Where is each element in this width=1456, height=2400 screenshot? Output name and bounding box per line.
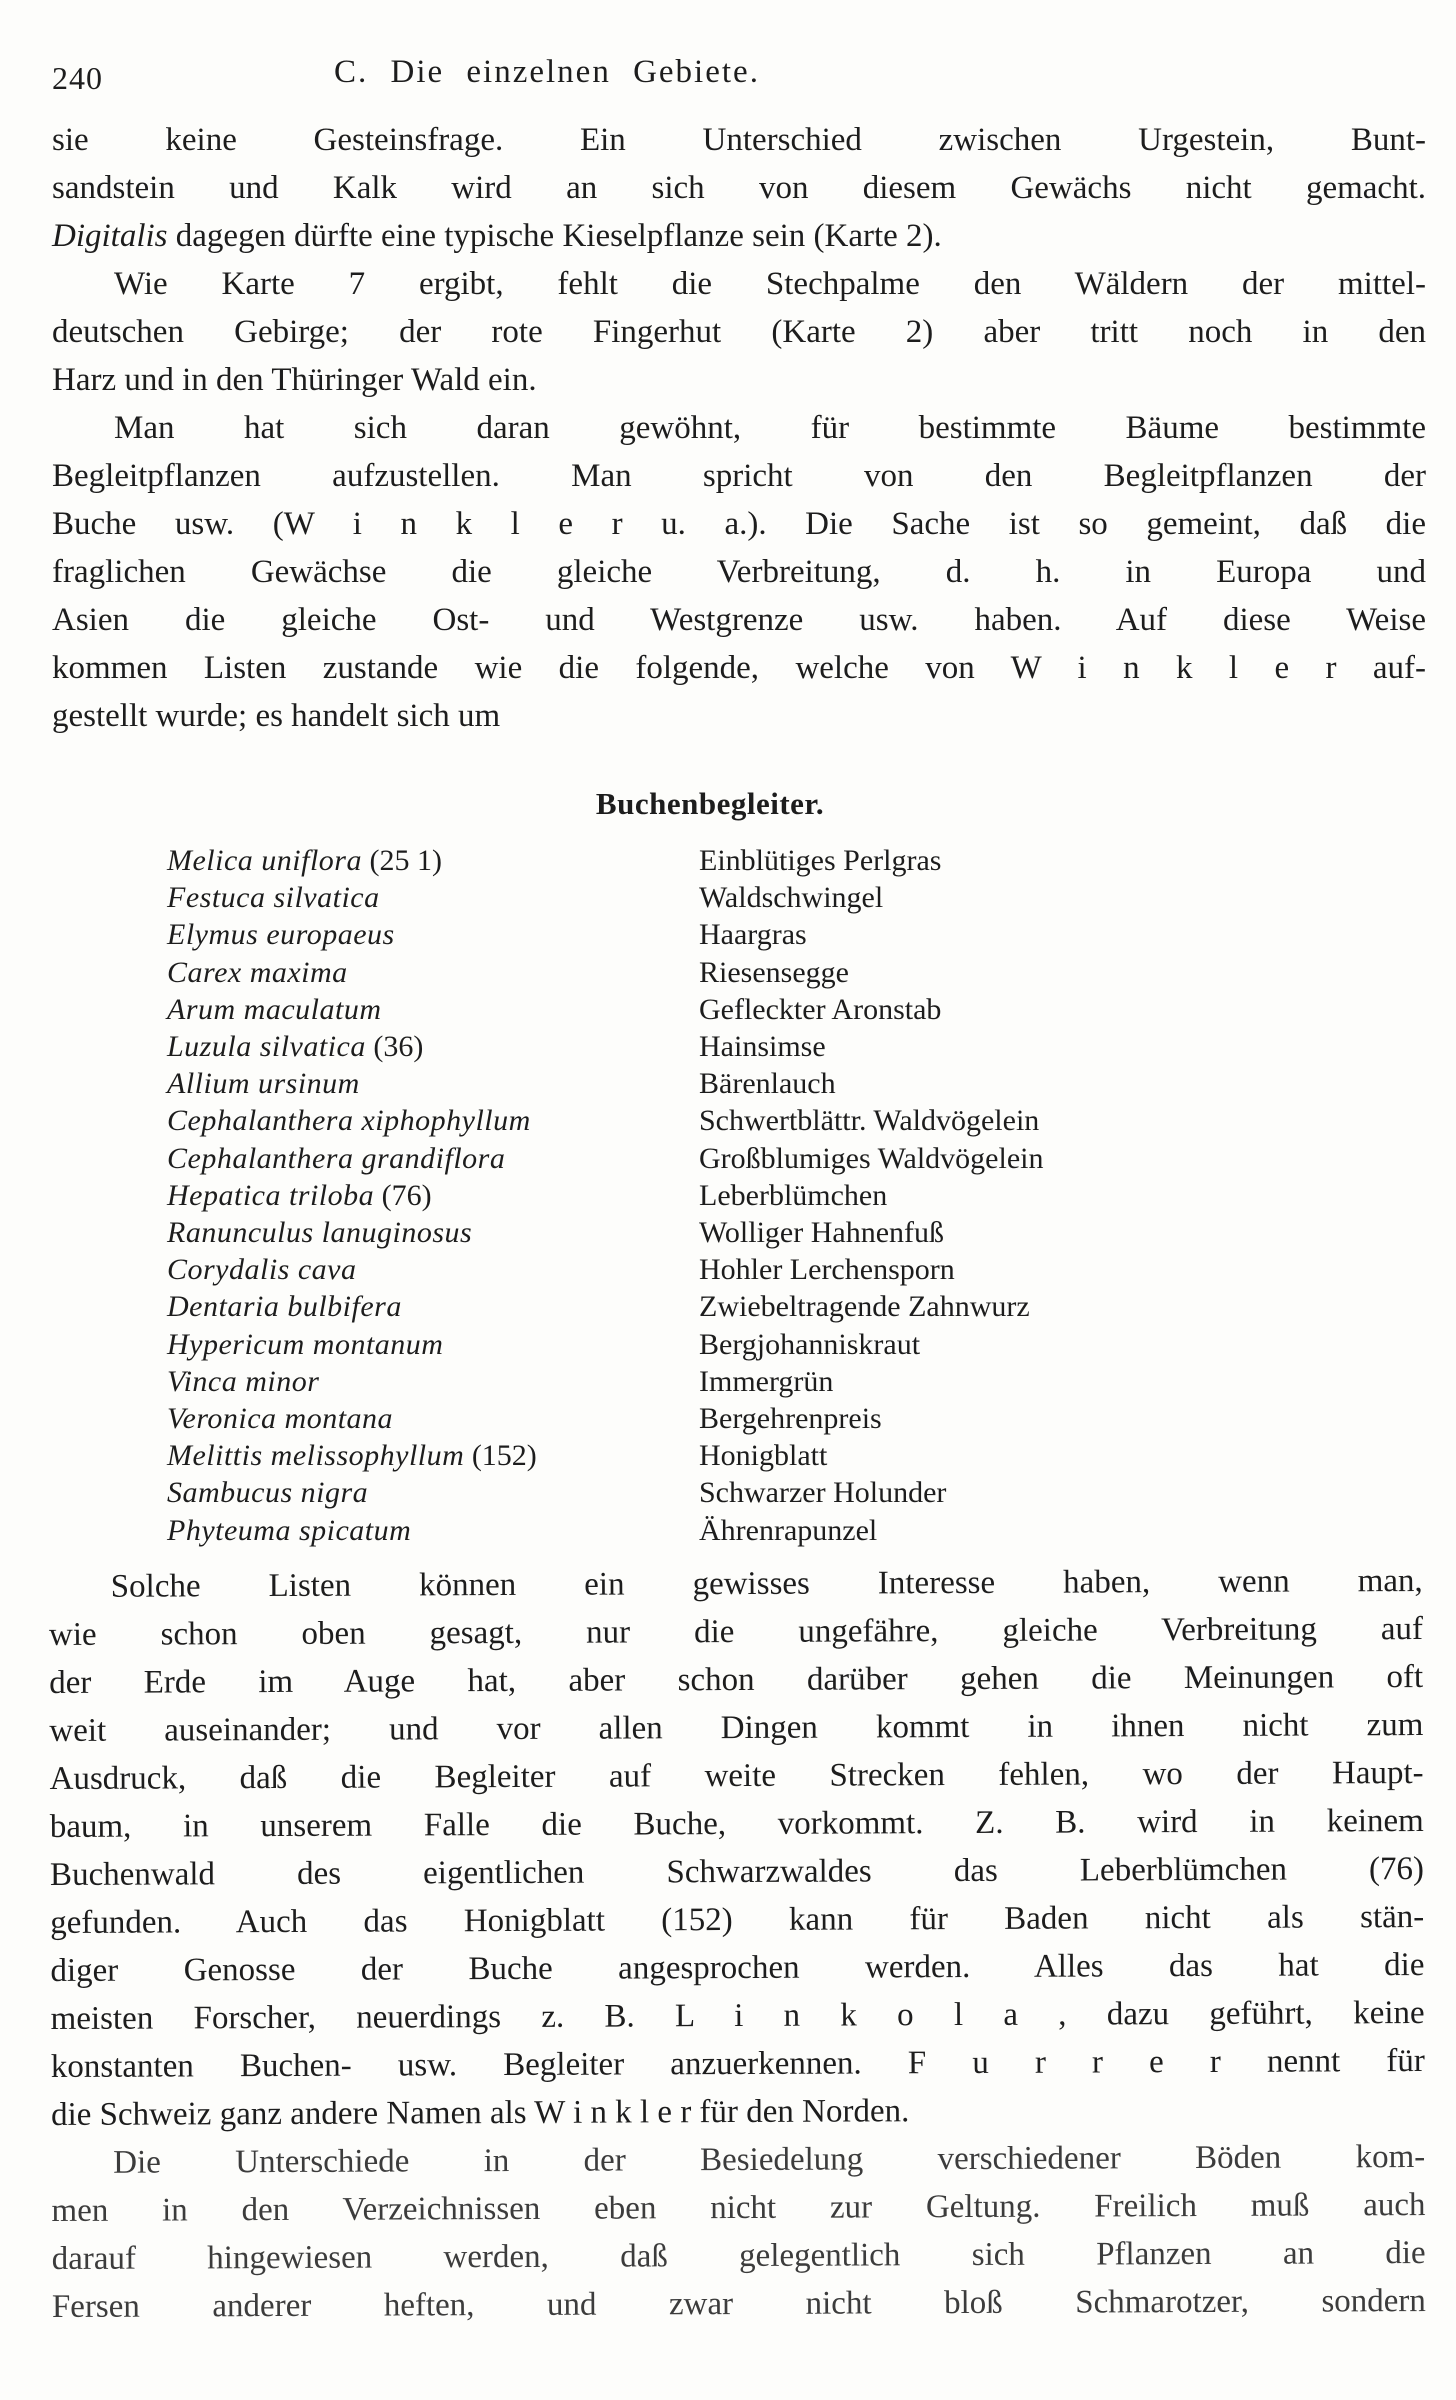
german-name: Hohler Lerchensporn: [699, 1253, 955, 1287]
top-paragraphs: [52, 116, 1426, 740]
german-name: Haargras: [699, 918, 807, 952]
text-line: der Erde im Auge hat, aber schon darüber gehen die Meinungen oft: [49, 1658, 1424, 1701]
plant-list-row: [167, 1474, 1426, 1511]
german-name: Schwarzer Holunder: [699, 1476, 947, 1510]
paragraph: [49, 1557, 1426, 2139]
text-line: Wie Karte 7 ergibt, fehlt die Stechpalme den Wäldern der mittel-: [114, 266, 1426, 302]
text-line: konstanten Buchen- usw. Begleiter anzuerkennen. F u r r e r nennt für: [50, 2042, 1425, 2085]
german-name: Wolliger Hahnenfuß: [699, 1216, 945, 1250]
text-line: sie keine Gesteinsfrage. Ein Unterschied zwischen Urgestein, Bunt-: [52, 122, 1426, 158]
text-line: Fersen anderer heften, und zwar nicht bloß Schmarotzer, sondern: [51, 2282, 1426, 2325]
german-name: Riesensegge: [699, 955, 849, 989]
plant-list-row: [167, 1288, 1426, 1325]
plant-list-row: [167, 1251, 1426, 1288]
latin-name: Hypericum montanum: [167, 1327, 444, 1361]
text-line: wie schon oben gesagt, nur die ungefähre, gleiche Verbreitung auf: [48, 1610, 1424, 1653]
german-name: Zwiebeltragende Zahnwurz: [699, 1290, 1030, 1324]
latin-name: Festuca silvatica: [167, 881, 380, 915]
german-name: Großblumiges Waldvögelein: [699, 1141, 1044, 1175]
running-title: C. Die einzelnen Gebiete.: [334, 54, 760, 90]
text-line: Buche usw. (W i n k l e r u. a.). Die Sache ist so gemeint, daß die: [52, 506, 1426, 542]
plant-list-row: [167, 1028, 1426, 1065]
german-name: Bergjohanniskraut: [699, 1327, 921, 1361]
text-line: Begleitpflanzen aufzustellen. Man spricht von den Begleitpflanzen der: [52, 458, 1426, 494]
latin-name: Luzula silvatica (36): [167, 1030, 424, 1064]
text-line: kommen Listen zustande wie die folgende, welche von W i n k l e r auf-: [52, 650, 1426, 686]
latin-name: Melica uniflora (25 1): [167, 844, 442, 877]
german-name: Schwertblättr. Waldvögelein: [699, 1104, 1040, 1138]
text-line: meisten Forscher, neuerdings z. B. L i n k o l a , dazu geführt, keine: [50, 1994, 1425, 2037]
plant-list-row: [167, 1140, 1426, 1177]
german-name: Leberblümchen: [699, 1178, 888, 1212]
latin-name: Cephalanthera grandiflora: [167, 1141, 506, 1175]
paragraph: [51, 2133, 1426, 2331]
paragraph: [52, 116, 1426, 260]
text-line: Man hat sich daran gewöhnt, für bestimmte Bäume bestimmte: [114, 410, 1426, 446]
german-name: Hainsimse: [699, 1030, 826, 1064]
text-line: weit auseinander; und vor allen Dingen kommt in ihnen nicht zum: [49, 1706, 1424, 1749]
latin-name: Arum maculatum: [167, 992, 382, 1026]
plant-list-row: [167, 842, 1426, 879]
text-line: diger Genosse der Buche angesprochen werden. Alles das hat die: [50, 1946, 1425, 1989]
latin-name: Allium ursinum: [167, 1067, 360, 1101]
text-line: baum, in unserem Falle die Buche, vorkommt. Z. B. wird in keinem: [49, 1802, 1424, 1845]
plant-list-row: [167, 1214, 1426, 1251]
page-header: [52, 52, 1426, 98]
plant-list-row: [167, 1065, 1426, 1102]
plant-list-row: [167, 954, 1426, 991]
text-line: Solche Listen können ein gewisses Interesse haben, wenn man,: [110, 1562, 1423, 1605]
text-line: sandstein und Kalk wird an sich von diesem Gewächs nicht gemacht.: [52, 170, 1426, 206]
latin-name: Cephalanthera xiphophyllum: [167, 1104, 531, 1138]
text-line: die Schweiz ganz andere Namen als W i n k l e r für den Norden.: [50, 2093, 910, 2133]
text-line: fraglichen Gewächse die gleiche Verbreitung, d. h. in Europa und: [52, 554, 1426, 590]
plant-list-row: [167, 1512, 1426, 1549]
latin-name: Phyteuma spicatum: [167, 1513, 412, 1547]
plant-list-row: [167, 1102, 1426, 1139]
text-line: Buchenwald des eigentlichen Schwarzwaldes das Leberblümchen (76): [49, 1850, 1425, 1893]
plant-list-row: [167, 1437, 1426, 1474]
buchenbegleiter-heading: Buchenbegleiter.: [595, 786, 825, 821]
text-line: darauf hingewiesen werden, daß gelegentlich sich Pflanzen an die: [51, 2234, 1426, 2277]
text-line: Asien die gleiche Ost- und Westgrenze usw. haben. Auf diese Weise: [52, 602, 1426, 638]
text-line: Harz und in den Thüringer Wald ein.: [52, 362, 537, 398]
bottom-paragraphs: [49, 1557, 1426, 2331]
text-line: deutschen Gebirge; der rote Fingerhut (Karte 2) aber tritt noch in den: [52, 314, 1426, 350]
german-name: Gefleckter Aronstab: [699, 992, 942, 1026]
text-line: gestellt wurde; es handelt sich um: [52, 698, 501, 734]
latin-name: Corydalis cava: [167, 1253, 357, 1287]
plant-list-row: [167, 1400, 1426, 1437]
paragraph: [52, 404, 1426, 740]
text-line: Ausdruck, daß die Begleiter auf weite Strecken fehlen, wo der Haupt-: [49, 1754, 1424, 1797]
latin-name: Elymus europaeus: [167, 918, 395, 952]
german-name: Bärenlauch: [699, 1067, 836, 1101]
paragraph: [52, 260, 1426, 404]
plant-list-row: [167, 916, 1426, 953]
text-line: men in den Verzeichnissen eben nicht zur Geltung. Freilich muß auch: [51, 2186, 1426, 2229]
latin-name: Dentaria bulbifera: [167, 1290, 402, 1324]
latin-name: Sambucus nigra: [167, 1476, 369, 1510]
text-line: gefunden. Auch das Honigblatt (152) kann für Baden nicht als stän-: [50, 1898, 1425, 1941]
plant-list-row: [167, 1177, 1426, 1214]
text-line: Digitalis dagegen dürfte eine typische Kieselpflanze sein (Karte 2).: [52, 218, 942, 254]
latin-name: Ranunculus lanuginosus: [167, 1216, 473, 1250]
plant-list-row: [167, 879, 1426, 916]
german-name: Einblütiges Perlgras: [699, 844, 942, 877]
plant-list-row: [167, 1326, 1426, 1363]
german-name: Bergehrenpreis: [699, 1402, 882, 1436]
latin-name: Hepatica triloba (76): [167, 1178, 432, 1212]
plant-list-row: [167, 991, 1426, 1028]
latin-name: Carex maxima: [167, 955, 348, 989]
text-line: Die Unterschiede in der Besiedelung verschiedener Böden kom-: [113, 2138, 1426, 2181]
plant-list-row: [167, 1363, 1426, 1400]
latin-name: Vinca minor: [167, 1364, 320, 1398]
latin-name: Veronica montana: [167, 1402, 394, 1436]
latin-name: Melittis melissophyllum (152): [167, 1439, 537, 1473]
plant-list: [167, 842, 1426, 1549]
german-name: Waldschwingel: [699, 881, 884, 915]
german-name: Honigblatt: [699, 1439, 828, 1473]
main-text: [48, 116, 1426, 2331]
german-name: Immergrün: [699, 1364, 834, 1398]
page-number: 240: [52, 60, 103, 96]
german-name: Ährenrapunzel: [699, 1513, 878, 1547]
